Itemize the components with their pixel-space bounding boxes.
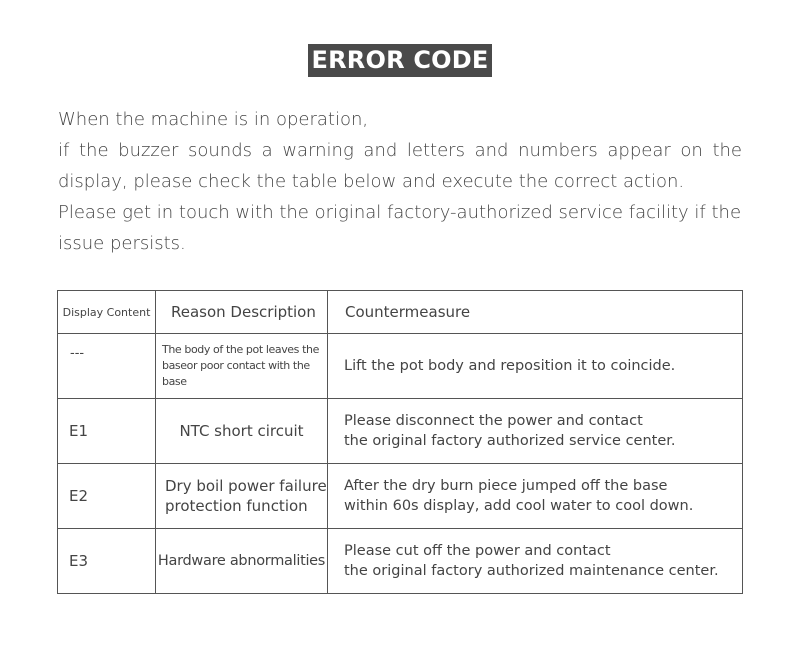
- cell-reason: The body of the pot leaves the baseor poor contact with the base: [156, 334, 328, 399]
- cell-reason: Hardware abnormalities: [156, 529, 328, 594]
- cell-countermeasure: [328, 529, 743, 594]
- cell-reason: NTC short circuit: [156, 399, 328, 464]
- countermeasure-line-1: After the dry burn piece jumped off the base: [344, 478, 668, 494]
- cell-countermeasure: [328, 334, 743, 399]
- countermeasure-line-1: Please disconnect the power and contact: [344, 413, 643, 429]
- table-row: [58, 334, 743, 399]
- cell-code: E2: [58, 464, 156, 529]
- cell-code: ---: [58, 334, 156, 399]
- page-title: ERROR CODE: [308, 44, 493, 77]
- intro-line-2: if the buzzer sounds a warning and letters and numbers appear on the: [58, 140, 742, 161]
- header-display-content: Display Content: [58, 291, 156, 334]
- cell-reason: [156, 464, 328, 529]
- header-reason-description: Reason Description: [156, 291, 328, 334]
- reason-line-2: protection function: [165, 497, 308, 515]
- title-container: [0, 44, 800, 77]
- reason-line-1: Dry boil power failure: [165, 477, 327, 495]
- cell-countermeasure: [328, 399, 743, 464]
- header-countermeasure: Countermeasure: [328, 291, 743, 334]
- table-row: [58, 464, 743, 529]
- intro-line-4: Please get in touch with the original factory-authorized service facility if the: [58, 202, 742, 223]
- error-code-table: [57, 290, 743, 594]
- table-header-row: [58, 291, 743, 334]
- table-row: [58, 529, 743, 594]
- cell-code: E1: [58, 399, 156, 464]
- countermeasure-line-2: the original factory authorized service center.: [344, 433, 676, 449]
- countermeasure-line-1: Please cut off the power and contact: [344, 543, 611, 559]
- cell-countermeasure: [328, 464, 743, 529]
- intro-line-1: When the machine is in operation,: [58, 109, 369, 130]
- countermeasure-line-2: within 60s display, add cool water to cool down.: [344, 498, 694, 514]
- intro-line-3: display, please check the table below and execute the correct action.: [58, 171, 685, 192]
- table-row: [58, 399, 743, 464]
- intro-line-5: issue persists.: [58, 233, 186, 254]
- cell-code: E3: [58, 529, 156, 594]
- intro-text: [58, 104, 742, 259]
- countermeasure-line-1: Lift the pot body and reposition it to coincide.: [344, 358, 676, 374]
- countermeasure-line-2: the original factory authorized maintenance center.: [344, 563, 719, 579]
